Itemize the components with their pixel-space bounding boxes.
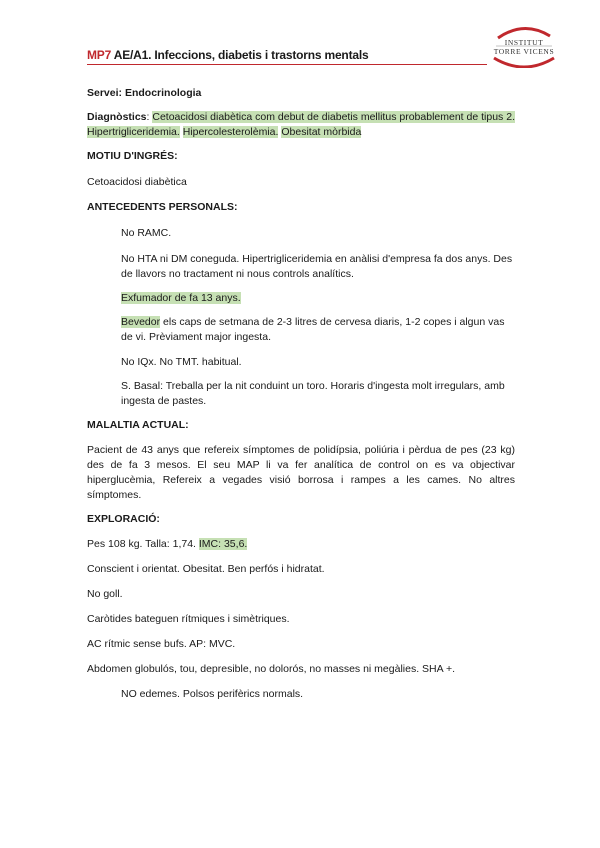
diagnosis-item: Cetoacidosi diabètica com debut de diabetis mellitus probablement de tipus 2. [152, 111, 515, 123]
exploracio-ac: AC rítmic sense bufs. AP: MVC. [87, 638, 236, 650]
module-code: MP7 [87, 48, 112, 62]
servei-value: Endocrinologia [122, 87, 202, 99]
exploracio-goll: No goll. [87, 588, 123, 600]
diagnostics-colon: : [146, 111, 150, 123]
diagnostics-paragraph [87, 110, 515, 140]
antecedent-iqx: No IQx. No TMT. habitual. [121, 356, 242, 368]
exploracio-carotides: Caròtides bateguen rítmiques i simètriques. [87, 613, 290, 625]
diagnostics-label: Diagnòstics [87, 111, 147, 123]
motiu-heading: MOTIU D'INGRÉS: [87, 150, 178, 162]
antecedent-fumador [87, 291, 515, 306]
header-divider [87, 64, 487, 65]
pes-talla: Pes 108 kg. Talla: 1,74. [87, 538, 196, 550]
diagnosis-item: Hipercolesterolèmia. [182, 126, 279, 138]
fumador-text: Exfumador de fa 13 anys. [121, 292, 241, 304]
antecedent-ram: No RAMC. [121, 227, 172, 239]
document-body [87, 86, 515, 702]
exploracio-heading: EXPLORACIÓ: [87, 513, 160, 525]
servei-label: Servei: [87, 87, 123, 99]
diagnosis-item: Obesitat mòrbida [281, 126, 362, 138]
exploracio-consciencia: Conscient i orientat. Obesitat. Ben perfós i hidratat. [87, 563, 325, 575]
antecedents-heading: ANTECEDENTS PERSONALS: [87, 201, 238, 213]
malaltia-text: Pacient de 43 anys que refereix símptomes de polidípsia, poliúria i pèrdua de pes (23 kg) des de fa 3 mesos. El seu MAP li va fer analítica de control on es va objectivar hiperglucèmia, Refereix a vegades visió borrosa i rampes a les cames. No altres símptomes. [87, 444, 515, 501]
servei-line [87, 86, 515, 101]
header-title [87, 48, 487, 62]
malaltia-heading: MALALTIA ACTUAL: [87, 419, 189, 431]
exploracio-edemes: NO edemes. Polsos perifèrics normals. [121, 688, 304, 700]
exploracio-pes [87, 537, 515, 552]
institut-logo [488, 22, 560, 68]
antecedent-hta: No HTA ni DM coneguda. Hipertrigliceridemia en anàlisi d'empresa fa dos anys. Des de llavors no tractament ni nous controls analítics. [121, 253, 513, 280]
exploracio-abdomen: Abdomen globulós, tou, depresible, no dolorós, no masses ni megàlies. SHA +. [87, 663, 456, 675]
motiu-text: Cetoacidosi diabètica [87, 176, 187, 188]
bevedor-word: Bevedor [121, 316, 161, 328]
imc-value: IMC: 35,6. [198, 538, 248, 550]
logo-line-2: TORRE VICENS [493, 47, 555, 56]
logo-line-1: INSTITUT [504, 38, 544, 47]
antecedent-bevedor [87, 315, 515, 345]
bevedor-rest: els caps de setmana de 2-3 litres de cervesa diaris, 1-2 copes i algun vas de vi. Prèviament major ingesta. [121, 316, 505, 343]
header-subtitle: AE/A1. Infeccions, diabetis i trastorns mentals [111, 48, 369, 62]
diagnosis-item: Hipertrigliceridemia. [87, 126, 180, 138]
antecedent-basal: S. Basal: Treballa per la nit conduint un toro. Horaris d'ingesta molt irregulars, amb ingesta de pastes. [121, 380, 505, 407]
document-header [87, 48, 487, 62]
